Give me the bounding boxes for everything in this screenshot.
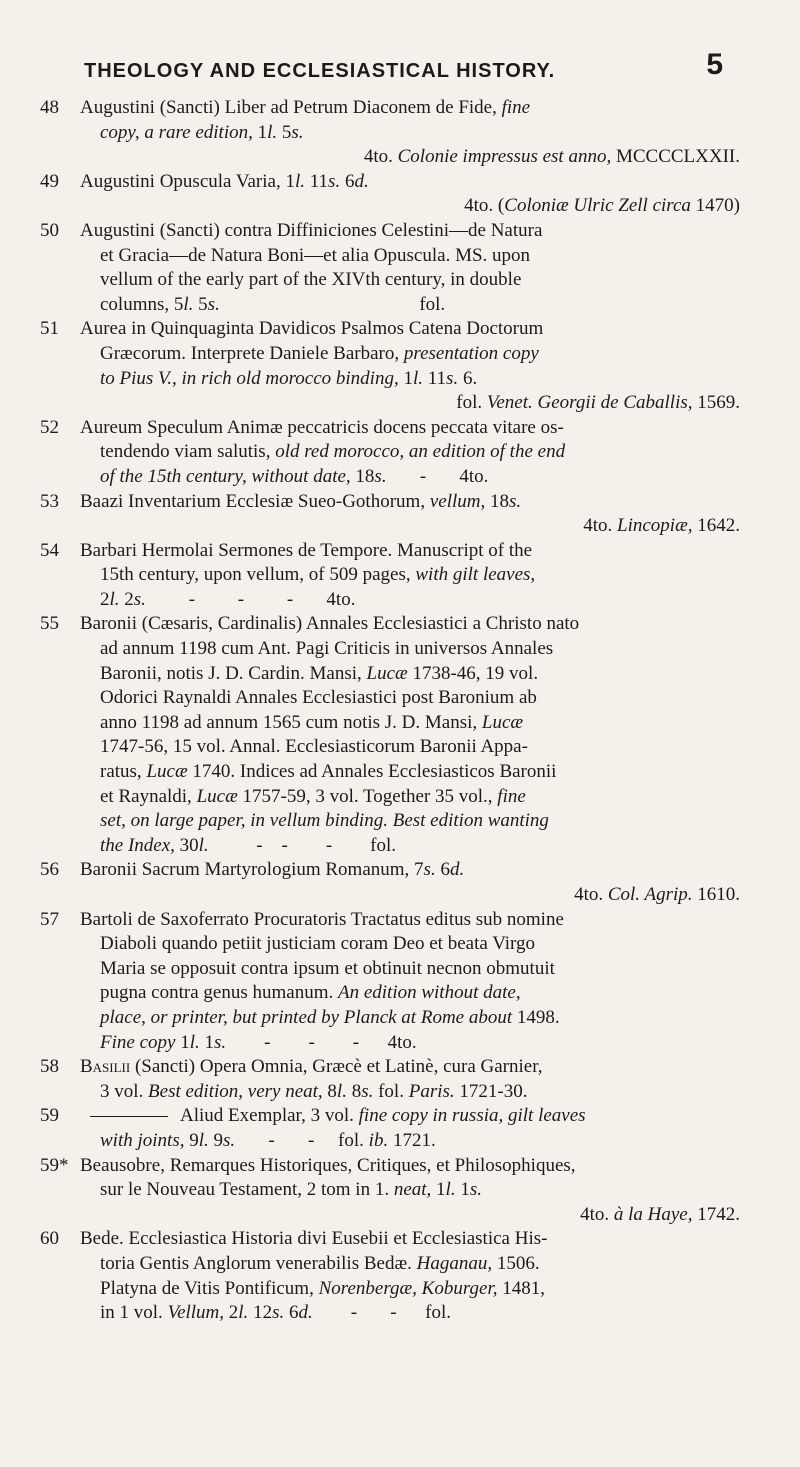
entry-text: Odorici Raynaldi Annales Ecclesiastici post Baronium ab — [100, 687, 537, 709]
entry-line — [80, 908, 740, 933]
entry-text: 2 — [228, 1302, 239, 1324]
entry-text: fine — [501, 97, 531, 118]
entry-text: Platyna de Vitis Pontificum, — [100, 1277, 319, 1299]
entry-number: 58 — [40, 1056, 59, 1078]
entry-line — [80, 391, 740, 416]
entry-text: 11 — [305, 170, 329, 192]
entry-text: 12 — [248, 1302, 273, 1324]
entry-line — [80, 268, 740, 293]
entry-text: copy, a rare edition, — [100, 121, 258, 143]
entry-line — [80, 367, 740, 392]
entry-text: s. — [223, 1129, 236, 1151]
entry-text: anno 1198 ad annum 1565 cum notis J. D. Mansi, — [100, 711, 482, 733]
entry-text: ad annum 1198 cum Ant. Pagi Criticis in universos Annales — [100, 638, 554, 660]
entry-text: - - fol. — [235, 1129, 369, 1151]
entry-line — [80, 121, 740, 146]
entry-line — [80, 711, 740, 736]
entry-text: s. — [469, 1179, 482, 1201]
entry-line — [80, 760, 740, 785]
entry-text: 9 — [208, 1129, 223, 1151]
catalogue-entry — [40, 1154, 740, 1228]
catalogue-entry — [40, 96, 740, 170]
entry-line — [80, 1006, 740, 1031]
entry-text: 1 — [257, 121, 268, 143]
entry-line — [80, 1154, 740, 1179]
entry-text: 18 — [355, 465, 375, 487]
entry-text: Haganau, — [416, 1252, 493, 1274]
entry-text: 15th century, upon vellum, of 509 pages, — [100, 564, 416, 586]
entry-text: 30 — [179, 834, 199, 856]
entry-text: vellum, — [429, 490, 490, 512]
entry-text: Lincopiæ, — [617, 515, 698, 537]
entry-line — [80, 416, 740, 441]
catalogue-entries — [40, 96, 740, 1326]
entry-number: 59* — [40, 1154, 69, 1176]
entry-text: 1 — [403, 367, 413, 389]
entry-text: s. — [328, 170, 341, 192]
entry-line — [80, 514, 740, 539]
entry-text: Aliud Exemplar, 3 vol. — [180, 1105, 359, 1127]
entry-text: l. — [189, 1031, 200, 1053]
entry-line — [80, 981, 740, 1006]
entry-text: à la Haye, — [613, 1203, 693, 1225]
entry-text: Best edition, very neat, — [148, 1080, 328, 1102]
entry-line — [80, 1252, 740, 1277]
entry-text: l. — [294, 170, 305, 192]
entry-text: d. — [354, 170, 369, 192]
entry-text: fol. — [373, 1080, 409, 1102]
entry-text: Lucæ — [146, 761, 188, 783]
entry-text: Bartoli de Saxoferrato Procuratoris Tractatus editus sub nomine — [80, 908, 564, 930]
catalogue-entry — [40, 490, 740, 539]
entry-text: fol. — [219, 293, 446, 315]
entry-text: Aurea in Quinquaginta Davidicos Psalmos Catena Doctorum — [80, 318, 544, 340]
entry-text: 1 — [199, 1031, 214, 1053]
catalogue-entry — [40, 317, 740, 415]
catalogue-entry — [40, 612, 740, 858]
entry-text: 1610. — [692, 884, 740, 905]
entry-line — [80, 539, 740, 564]
entry-text: l. — [336, 1080, 347, 1102]
entry-line — [80, 1227, 740, 1252]
entry-text: 1 — [455, 1179, 470, 1201]
entry-text: Baronii Sacrum Martyrologium Romanum, 7 — [80, 859, 424, 881]
entry-line — [80, 612, 740, 637]
entry-line — [80, 219, 740, 244]
entry-text: s. — [133, 588, 146, 610]
entry-line — [80, 785, 740, 810]
catalogue-entry — [40, 170, 740, 219]
entry-text: s. — [361, 1080, 374, 1102]
entry-text: Lucæ — [366, 662, 408, 684]
entry-line — [80, 1031, 740, 1056]
entry-line — [80, 440, 740, 465]
entry-text: 11 — [423, 367, 447, 389]
entry-text: presentation copy — [403, 342, 539, 364]
entry-text: l. — [445, 1179, 456, 1201]
ditto-rule — [90, 1116, 168, 1117]
entry-line — [80, 883, 740, 908]
entry-text: Baronii, notis J. D. Cardin. Mansi, — [100, 662, 367, 684]
entry-text: ib. — [368, 1129, 389, 1151]
entry-text: Augustini (Sancti) Liber ad Petrum Diaconem de Fide, — [80, 97, 502, 118]
page-number: 5 — [706, 48, 724, 81]
entry-text: 1506. — [492, 1252, 540, 1274]
entry-line — [80, 145, 740, 170]
entry-text: l. — [412, 367, 423, 389]
entry-text: 1 — [436, 1179, 446, 1201]
catalogue-entry — [40, 1104, 740, 1153]
entry-text: 5 — [277, 121, 292, 143]
entry-number: 56 — [40, 859, 59, 881]
entry-text: Augustini (Sancti) contra Diffiniciones Celestini—de Natura — [80, 219, 543, 241]
entry-line — [80, 490, 740, 515]
entry-number: 60 — [40, 1228, 59, 1250]
entry-line — [80, 1277, 740, 1302]
entry-text: 1742. — [692, 1203, 740, 1225]
entry-text: l. — [198, 1129, 209, 1151]
entry-text: of the 15th century, without date, — [100, 465, 356, 487]
entry-line — [80, 1080, 740, 1105]
entry-line — [80, 858, 740, 883]
entry-text: 6 — [284, 1302, 299, 1324]
entry-text: d. — [298, 1302, 313, 1324]
entry-text: An edition without date, — [337, 982, 521, 1004]
entry-line — [80, 317, 740, 342]
entry-text: - - fol. — [312, 1302, 451, 1324]
entry-number: 53 — [40, 490, 59, 512]
entry-text: Beausobre, Remarques Historiques, Critiques, et Philosophiques, — [80, 1154, 576, 1176]
entry-line — [80, 957, 740, 982]
entry-text: s. — [446, 367, 459, 389]
entry-text: 2 — [100, 588, 110, 610]
entry-text: fine — [497, 785, 526, 807]
entry-text: 1721. — [388, 1129, 436, 1151]
entry-text: et Raynaldi, — [100, 785, 197, 807]
entry-text: 8 — [327, 1080, 337, 1102]
entry-text: fol. — [456, 392, 487, 414]
catalogue-entry — [40, 908, 740, 1056]
entry-text: 1721-30. — [454, 1080, 528, 1102]
entry-text: 1738-46, 19 vol. — [407, 662, 539, 684]
entry-text: ratus, — [100, 761, 147, 783]
entry-line — [80, 244, 740, 269]
entry-text: tendendo viam salutis, — [100, 441, 276, 463]
entry-text: 1498. — [516, 1006, 560, 1028]
entry-text: s. — [374, 465, 387, 487]
entry-number: 57 — [40, 908, 59, 930]
entry-text: Græcorum. Interprete Daniele Barbaro, — [100, 342, 404, 364]
entry-text: l. — [267, 121, 278, 143]
entry-text: 2 — [119, 588, 134, 610]
catalogue-entry — [40, 858, 740, 907]
entry-line — [80, 1055, 740, 1080]
entry-line — [80, 1203, 740, 1228]
entry-text: 6 — [435, 859, 450, 881]
entry-text: 4to. — [363, 146, 398, 168]
entry-text: 1481, — [497, 1277, 546, 1299]
entry-text: 1642. — [697, 515, 740, 537]
entry-text: Augustini Opuscula Varia, 1 — [80, 170, 295, 192]
entry-line — [80, 1129, 740, 1154]
entry-text: d. — [449, 859, 465, 881]
entry-text: Vellum, — [167, 1302, 229, 1324]
entry-text: 4to. — [580, 1203, 614, 1225]
entry-text: fine copy in russia, gilt leaves — [358, 1105, 586, 1127]
entry-line — [80, 588, 740, 613]
entry-text: s. — [291, 121, 304, 143]
entry-text: 1569. — [697, 392, 740, 414]
entry-text: l. — [109, 588, 120, 610]
entry-text: Lucæ — [196, 785, 238, 807]
catalogue-entry — [40, 1227, 740, 1325]
entry-text: 6 — [340, 170, 355, 192]
entry-text: old red morocco, an edition of the end — [275, 441, 566, 463]
entry-number: 55 — [40, 613, 59, 635]
entry-line — [80, 834, 740, 859]
entry-text: 1740. Indices ad Annales Ecclesiasticos Baronii — [187, 761, 557, 783]
entry-text: 6. — [458, 367, 478, 389]
entry-text: Diaboli quando petiit justiciam coram Deo et beata Virgo — [100, 933, 536, 955]
entry-number: 59 — [40, 1105, 59, 1127]
entry-line — [80, 1178, 740, 1203]
running-head — [84, 48, 724, 83]
entry-number: 51 — [40, 318, 59, 340]
entry-text: s. — [272, 1302, 285, 1324]
entry-text: vellum of the early part of the XIVth century, in double — [100, 269, 522, 291]
entry-text: sur le Nouveau Testament, 2 tom in 1. — [100, 1179, 394, 1201]
catalogue-entry — [40, 219, 740, 317]
entry-text: Baazi Inventarium Ecclesiæ Sueo-Gothorum, — [80, 490, 430, 512]
entry-text: with gilt leaves, — [415, 564, 536, 586]
entry-line — [80, 637, 740, 662]
entry-line — [80, 735, 740, 760]
entry-text: Maria se opposuit contra ipsum et obtinuit necnon obmutuit — [100, 957, 555, 979]
entry-text: l. — [198, 834, 209, 856]
entry-text: 8 — [346, 1080, 362, 1102]
catalogue-entry — [40, 416, 740, 490]
entry-text: s. — [423, 859, 436, 881]
entry-text: Basilii — [80, 1056, 131, 1078]
entry-text: Baronii (Cæsaris, Cardinalis) Annales Ecclesiastici a Christo nato — [80, 613, 580, 635]
entry-text: 4to. ( — [464, 195, 505, 217]
entry-line — [80, 1104, 740, 1129]
entry-text: MCCCCLXXII. — [615, 146, 740, 168]
entry-text: Venet. Georgii de Caballis, — [486, 392, 698, 414]
entry-text: s. — [213, 1031, 227, 1053]
entry-text: Colonie impressus est anno, — [397, 146, 616, 168]
entry-text: s. — [508, 490, 522, 512]
entry-text: 9 — [189, 1129, 199, 1151]
entry-text: Fine copy — [100, 1031, 181, 1053]
entry-text: s. — [207, 293, 220, 315]
entry-text: 4to. — [574, 884, 608, 905]
entry-text: - 4to. — [386, 465, 489, 487]
entry-text: 4to. — [583, 515, 618, 537]
entry-text: 3 vol. — [100, 1080, 149, 1102]
entry-text: Aureum Speculum Animæ peccatricis docens peccata vitare os- — [80, 416, 564, 438]
entry-text: columns, 5 — [100, 293, 184, 315]
entry-number: 48 — [40, 97, 59, 118]
catalogue-entry — [40, 539, 740, 613]
entry-text: set, on large paper, in vellum binding. Best edition wanting — [100, 810, 549, 832]
entry-text: Barbari Hermolai Sermones de Tempore. Manuscript of the — [80, 539, 533, 561]
entry-text: Lucæ — [481, 711, 524, 733]
entry-line — [80, 563, 740, 588]
entry-text: toria Gentis Anglorum venerabilis Bedæ. — [100, 1252, 417, 1274]
entry-text: (Sancti) Opera Omnia, Græcè et Latinè, cura Garnier, — [130, 1056, 543, 1078]
entry-line — [80, 96, 740, 121]
entry-text: - - - 4to. — [226, 1031, 417, 1053]
entry-number: 49 — [40, 170, 59, 192]
entry-text: Bede. Ecclesiastica Historia divi Eusebii et Ecclesiastica His- — [80, 1228, 548, 1250]
entry-text: - - - fol. — [208, 834, 397, 856]
entry-text: Paris. — [408, 1080, 455, 1102]
entry-number: 50 — [40, 219, 59, 241]
entry-line — [80, 932, 740, 957]
entry-line — [80, 194, 740, 219]
entry-text: pugna contra genus humanum. — [100, 982, 338, 1004]
entry-line — [80, 809, 740, 834]
entry-text: - - - 4to. — [145, 588, 356, 610]
entry-line — [80, 293, 740, 318]
entry-text: Norenbergæ, Koburger, — [318, 1277, 498, 1299]
entry-text: to Pius V., in rich old morocco binding, — [100, 367, 404, 389]
entry-text: 1 — [180, 1031, 190, 1053]
entry-text: the Index, — [100, 834, 180, 856]
entry-line — [80, 686, 740, 711]
entry-number: 52 — [40, 416, 59, 438]
entry-text: in 1 vol. — [100, 1302, 168, 1324]
entry-text: Coloniæ Ulric Zell circa — [504, 195, 696, 217]
entry-line — [80, 662, 740, 687]
entry-line — [80, 170, 740, 195]
entry-text: 1747-56, 15 vol. Annal. Ecclesiasticorum Baronii Appa- — [100, 736, 528, 758]
entry-text: place, or printer, but printed by Planck at Rome about — [100, 1006, 517, 1028]
entry-text: l. — [238, 1302, 249, 1324]
entry-text: 1757-59, 3 vol. Together 35 vol., — [237, 785, 498, 807]
entry-line — [80, 465, 740, 490]
running-head-title: THEOLOGY AND ECCLESIASTICAL HISTORY. — [84, 60, 556, 82]
entry-text: neat, — [393, 1179, 437, 1201]
entry-number: 54 — [40, 539, 59, 561]
entry-text: l. — [183, 293, 194, 315]
entry-text: 5 — [193, 293, 208, 315]
catalogue-entry — [40, 1055, 740, 1104]
entry-text: 1470) — [695, 195, 740, 217]
entry-text: 18 — [489, 490, 509, 512]
entry-text: et Gracia—de Natura Boni—et alia Opuscula. MS. upon — [100, 244, 531, 266]
entry-line — [80, 342, 740, 367]
entry-text: with joints, — [100, 1129, 190, 1151]
entry-line — [80, 1301, 740, 1326]
entry-text: Col. Agrip. — [607, 884, 693, 905]
